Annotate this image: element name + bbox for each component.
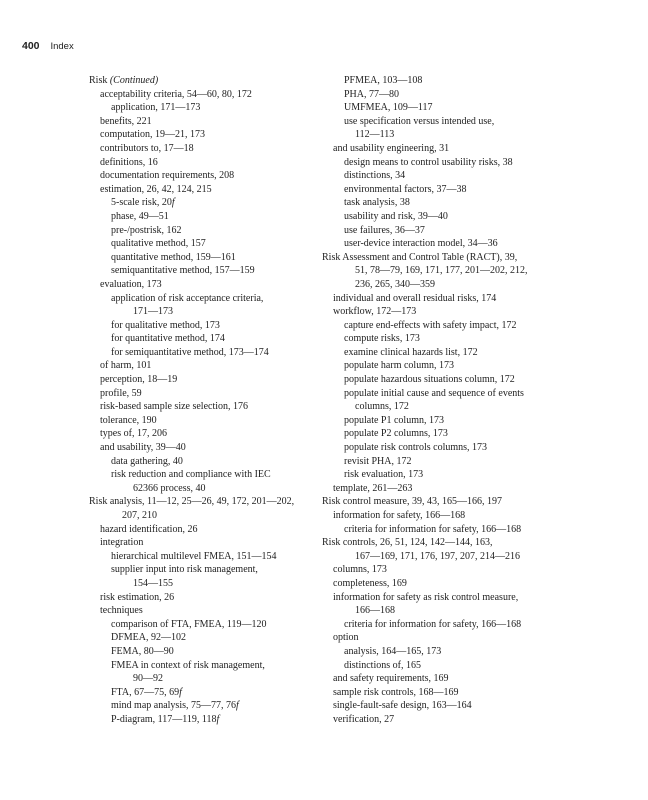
index-entry <box>89 264 319 278</box>
index-entry <box>322 672 584 686</box>
index-entry <box>322 427 584 441</box>
index-entry <box>89 455 319 469</box>
index-entry <box>89 686 319 700</box>
index-entry <box>322 591 584 605</box>
index-entry-text: use failures, 36—37 <box>344 224 425 236</box>
index-entry <box>89 618 319 632</box>
index-entry <box>89 319 319 333</box>
index-entry-text: template, 261—263 <box>333 482 413 494</box>
index-entry <box>322 373 584 387</box>
index-entry <box>89 278 319 292</box>
index-entry-text: use specification versus intended use, <box>344 115 495 127</box>
index-entry-text: of harm, 101 <box>100 360 152 372</box>
index-entry-text: evaluation, 173 <box>100 278 162 290</box>
index-entry-text: FEMA, 80—90 <box>111 645 174 657</box>
index-entry <box>322 359 584 373</box>
index-entry <box>322 264 584 278</box>
index-entry-text: contributors to, 17—18 <box>100 142 194 154</box>
index-entry <box>89 577 319 591</box>
index-entry-text: definitions, 16 <box>100 156 158 168</box>
index-entry-text: risk evaluation, 173 <box>344 469 424 481</box>
index-entry-text: criteria for information for safety, 166—168 <box>344 523 522 535</box>
index-entry-text: types of, 17, 206 <box>100 428 167 440</box>
index-entry-text: task analysis, 38 <box>344 197 410 209</box>
index-entry <box>322 88 584 102</box>
index-entry <box>89 196 319 210</box>
index-entry-text: revisit PHA, 172 <box>344 455 412 467</box>
index-entry <box>322 563 584 577</box>
index-entry-text: supplier input into risk management, <box>111 564 258 576</box>
index-entry-text: 51, 78—79, 169, 171, 177, 201—202, 212, <box>355 265 528 277</box>
index-entry <box>89 645 319 659</box>
index-entry <box>89 509 319 523</box>
index-entry-text: criteria for information for safety, 166—168 <box>344 618 522 630</box>
index-entry-text: verification, 27 <box>333 713 395 725</box>
index-entry <box>322 604 584 618</box>
index-entry <box>89 591 319 605</box>
index-entry <box>89 427 319 441</box>
index-entry-italic: f <box>179 686 182 698</box>
index-entry-text: Risk controls, 26, 51, 124, 142—144, 163, <box>322 537 493 549</box>
index-entry <box>89 482 319 496</box>
index-entry <box>322 523 584 537</box>
index-entry <box>89 631 319 645</box>
index-entry <box>322 346 584 360</box>
index-entry-text: 207, 210 <box>122 510 157 521</box>
index-entry-text: risk reduction and compliance with IEC <box>111 469 271 481</box>
index-entry-text: columns, 172 <box>355 401 409 413</box>
index-entry-text: techniques <box>100 605 143 617</box>
index-entry-text: analysis, 164—165, 173 <box>344 645 442 657</box>
index-entry-text: pre-/postrisk, 162 <box>111 224 182 236</box>
index-entry-text: columns, 173 <box>333 564 387 576</box>
index-entry-italic: f <box>216 713 220 725</box>
index-entry-text: 167—169, 171, 176, 197, 207, 214—216 <box>355 550 520 562</box>
index-entry-text: phase, 49—51 <box>111 210 169 222</box>
index-entry <box>89 128 319 142</box>
index-entry-text: 166—168 <box>355 605 395 617</box>
index-entry-text: completeness, 169 <box>333 577 407 589</box>
index-entry <box>89 672 319 686</box>
index-entry <box>89 305 319 319</box>
index-entry <box>89 292 319 306</box>
index-entry <box>322 196 584 210</box>
index-entry <box>89 183 319 197</box>
index-entry-text: workflow, 172—173 <box>333 306 417 318</box>
index-entry <box>322 686 584 700</box>
index-entry-text: application of risk acceptance criteria, <box>111 292 264 304</box>
index-entry <box>89 115 319 129</box>
index-entry <box>89 495 319 509</box>
index-entry-text: P-diagram, 117—119, 118 <box>111 713 217 725</box>
index-entry-text: usability and risk, 39—40 <box>344 210 448 222</box>
index-entry-text: Risk Assessment and Control Table (RACT), 39, <box>322 251 518 263</box>
index-entry-text: comparison of FTA, FMEA, 119—120 <box>111 618 267 630</box>
index-entry-text: qualitative method, 157 <box>111 238 206 250</box>
index-entry-text: for semiquantitative method, 173—174 <box>111 346 269 358</box>
index-entry <box>89 659 319 673</box>
index-entry-text: populate initial cause and sequence of events <box>344 387 524 399</box>
index-entry-text: 62366 process, 40 <box>133 482 206 494</box>
index-entry-text: for qualitative method, 173 <box>111 319 220 331</box>
index-entry <box>322 169 584 183</box>
index-entry-text: PFMEA, 103—108 <box>344 75 423 86</box>
index-entry <box>89 604 319 618</box>
index-entry <box>89 101 319 115</box>
index-entry-text: perception, 18—19 <box>100 374 178 386</box>
index-entry <box>89 468 319 482</box>
index-entry <box>322 224 584 238</box>
index-entry <box>322 74 584 88</box>
index-entry-text: risk-based sample size selection, 176 <box>100 401 249 413</box>
index-entry <box>322 550 584 564</box>
index-entry <box>322 414 584 428</box>
index-entry-text: 236, 265, 340—359 <box>355 278 435 290</box>
index-entry-text: information for safety as risk control measure, <box>333 591 519 603</box>
index-entry-text: design means to control usability risks, 38 <box>344 156 513 168</box>
index-entry-text: 171—173 <box>133 306 173 318</box>
index-entry <box>89 400 319 414</box>
index-entry <box>322 509 584 523</box>
index-entry <box>322 468 584 482</box>
index-entry <box>89 414 319 428</box>
index-entry-text: environmental factors, 37—38 <box>344 183 467 195</box>
index-entry-text: estimation, 26, 42, 124, 215 <box>100 183 212 195</box>
index-entry-text: DFMEA, 92—102 <box>111 632 187 644</box>
index-entry-text: and usability engineering, 31 <box>333 142 450 154</box>
index-entry <box>322 156 584 170</box>
index-entry-text: for quantitative method, 174 <box>111 333 225 345</box>
index-entry-text: examine clinical hazards list, 172 <box>344 346 478 358</box>
index-entry-text: 112—113 <box>355 129 395 141</box>
index-entry-italic: (Continued) <box>109 75 159 86</box>
index-entry <box>89 169 319 183</box>
index-entry <box>89 713 319 727</box>
index-entry <box>89 332 319 346</box>
index-entry-text: populate P1 column, 173 <box>344 414 444 426</box>
index-entry <box>322 332 584 346</box>
index-entry <box>89 523 319 537</box>
index-entry-text: benefits, 221 <box>100 115 152 127</box>
index-entry <box>89 387 319 401</box>
index-entry-text: profile, 59 <box>100 387 142 399</box>
index-entry <box>322 292 584 306</box>
index-entry <box>322 183 584 197</box>
index-entry-text: compute risks, 173 <box>344 333 420 345</box>
index-entry <box>322 278 584 292</box>
index-entry-text: hierarchical multilevel FMEA, 151—154 <box>111 550 277 562</box>
index-entry-text: user-device interaction model, 34—36 <box>344 238 498 250</box>
index-entry-text: and usability, 39—40 <box>100 442 186 454</box>
index-entry-text: Risk analysis, 11—12, 25—26, 49, 172, 201—202, <box>89 496 295 508</box>
index-entry <box>89 142 319 156</box>
index-entry <box>89 74 319 88</box>
index-entry-text: UMFMEA, 109—117 <box>344 102 433 114</box>
index-entry <box>89 224 319 238</box>
index-entry <box>89 88 319 102</box>
index-entry <box>322 305 584 319</box>
index-entry <box>322 482 584 496</box>
index-entry-text: capture end-effects with safety impact, 172 <box>344 319 517 331</box>
index-entry <box>322 387 584 401</box>
index-entry-text: FTA, 67—75, 69 <box>111 686 180 698</box>
index-entry <box>322 577 584 591</box>
index-entry <box>89 359 319 373</box>
index-entry-text: distinctions, 34 <box>344 170 406 182</box>
index-entry <box>322 645 584 659</box>
index-entry <box>89 156 319 170</box>
index-entry <box>322 128 584 142</box>
index-entry-text: mind map analysis, 75—77, 76 <box>111 700 236 712</box>
index-entry <box>322 237 584 251</box>
index-entry-text: FMEA in context of risk management, <box>111 659 265 671</box>
index-entry <box>322 699 584 713</box>
index-entry <box>89 536 319 550</box>
index-entry <box>89 550 319 564</box>
index-entry-text: application, 171—173 <box>111 102 201 114</box>
index-entry-text: populate harm column, 173 <box>344 360 454 372</box>
index-entry-text: and safety requirements, 169 <box>333 673 449 685</box>
index-entry <box>322 618 584 632</box>
index-entry <box>322 210 584 224</box>
index-entry <box>322 495 584 509</box>
running-head <box>22 40 74 52</box>
index-entry <box>322 251 584 265</box>
index-entry-text: individual and overall residual risks, 174 <box>333 292 497 304</box>
index-entry-text: populate risk controls columns, 173 <box>344 442 488 454</box>
index-entry-text: 90—92 <box>133 673 163 685</box>
index-entry-text: PHA, 77—80 <box>344 88 400 100</box>
index-entry-text: tolerance, 190 <box>100 414 157 426</box>
index-entry-text: quantitative method, 159—161 <box>111 251 236 263</box>
index-entry-text: distinctions of, 165 <box>344 659 421 671</box>
index-entry-text: hazard identification, 26 <box>100 523 198 535</box>
page-number: 400 <box>22 40 40 52</box>
index-entry <box>89 346 319 360</box>
index-entry <box>89 251 319 265</box>
index-entry <box>322 142 584 156</box>
section-title: Index <box>50 41 74 52</box>
index-entry-text: populate hazardous situations column, 172 <box>344 374 515 386</box>
index-entry-text: option <box>333 632 359 644</box>
index-entry-text: acceptability criteria, 54—60, 80, 172 <box>100 88 252 100</box>
index-entry <box>322 441 584 455</box>
index-entry-text: risk estimation, 26 <box>100 591 175 603</box>
index-entry <box>322 659 584 673</box>
index-entry-text: information for safety, 166—168 <box>333 510 466 521</box>
index-entry <box>322 400 584 414</box>
index-entry <box>322 631 584 645</box>
index-entry-text: Risk <box>89 75 110 86</box>
index-entry <box>89 237 319 251</box>
index-entry-text: computation, 19—21, 173 <box>100 129 205 141</box>
index-entry <box>322 713 584 727</box>
index-entry <box>89 563 319 577</box>
index-entry <box>89 699 319 713</box>
index-entry-text: 5-scale risk, 20 <box>111 197 172 209</box>
index-entry-text: data gathering, 40 <box>111 455 183 467</box>
index-entry <box>322 101 584 115</box>
index-entry-italic: f <box>171 197 175 209</box>
index-entry-text: semiquantitative method, 157—159 <box>111 265 255 277</box>
index-entry <box>322 536 584 550</box>
index-entry-text: single-fault-safe design, 163—164 <box>333 700 472 712</box>
index-entry <box>89 210 319 224</box>
index-entry-text: documentation requirements, 208 <box>100 170 235 182</box>
index-entry <box>89 441 319 455</box>
index-entry-text: sample risk controls, 168—169 <box>333 686 459 698</box>
index-entry-text: Risk control measure, 39, 43, 165—166, 197 <box>322 496 502 508</box>
index-column-left <box>89 74 319 727</box>
index-entry <box>322 319 584 333</box>
index-entry-text: 154—155 <box>133 577 173 589</box>
index-entry <box>322 455 584 469</box>
index-entry-text: integration <box>100 537 144 549</box>
index-entry-text: populate P2 columns, 173 <box>344 428 448 440</box>
index-column-right <box>322 74 584 727</box>
index-entry-italic: f <box>236 700 239 712</box>
index-entry <box>89 373 319 387</box>
index-entry <box>322 115 584 129</box>
